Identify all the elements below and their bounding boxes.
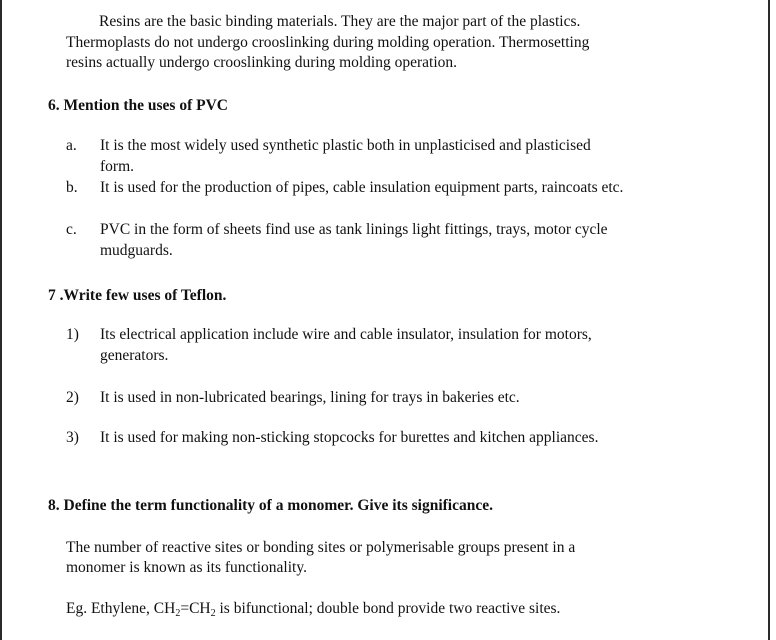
- q8-example: [66, 599, 560, 619]
- q7-heading: 7 .Write few uses of Teflon.: [48, 287, 227, 304]
- list-item-line-1: PVC in the form of sheets find use as tank linings light fittings, trays, motor cycle: [100, 221, 608, 238]
- q8-definition-line-2: monomer is known as its functionality.: [66, 559, 307, 576]
- list-marker: 2): [66, 389, 79, 406]
- q6-item-c: [66, 220, 746, 260]
- q7-item-2: [66, 388, 746, 408]
- list-marker: a.: [66, 137, 77, 154]
- list-marker: c.: [66, 221, 77, 238]
- intro-line-3: resins actually undergo crooslinking during molding operation.: [66, 54, 458, 71]
- q8-heading: 8. Define the term functionality of a monomer. Give its significance.: [48, 497, 493, 514]
- q6-heading: 6. Mention the uses of PVC: [48, 97, 228, 114]
- intro-line-1: Resins are the basic binding materials. They are the major part of the plastics.: [99, 13, 581, 30]
- list-marker: b.: [66, 179, 78, 196]
- subscript: 2: [175, 608, 181, 619]
- q7-item-3: [66, 428, 746, 448]
- list-marker: 3): [66, 429, 79, 446]
- list-item-line-2: form.: [100, 158, 135, 175]
- list-item-line-1: It is the most widely used synthetic plastic both in unplasticised and plasticised: [100, 137, 591, 154]
- example-mid: =CH: [180, 600, 211, 617]
- q6-item-a: [66, 136, 746, 176]
- list-item-line-1: It is used for making non-sticking stopcocks for burettes and kitchen appliances.: [100, 429, 599, 446]
- list-marker: 1): [66, 326, 79, 343]
- subscript: 2: [210, 608, 216, 619]
- list-item-line-2: generators.: [100, 347, 169, 364]
- q8-definition-line-1: The number of reactive sites or bonding sites or polymerisable groups present in a: [66, 539, 576, 556]
- intro-line-2: Thermoplasts do not undergo crooslinking during molding operation. Thermosetting: [66, 34, 590, 51]
- list-item-line-1: It is used for the production of pipes, cable insulation equipment parts, raincoats etc.: [100, 179, 624, 196]
- q6-item-b: [66, 178, 746, 198]
- example-suffix: is bifunctional; double bond provide two reactive sites.: [215, 600, 561, 617]
- list-item-line-2: mudguards.: [100, 242, 173, 259]
- list-item-line-1: It is used in non-lubricated bearings, lining for trays in bakeries etc.: [100, 389, 520, 406]
- q7-item-1: [66, 325, 746, 365]
- example-prefix: Eg. Ethylene, CH: [66, 600, 176, 617]
- list-item-line-1: Its electrical application include wire and cable insulator, insulation for motors,: [100, 326, 592, 343]
